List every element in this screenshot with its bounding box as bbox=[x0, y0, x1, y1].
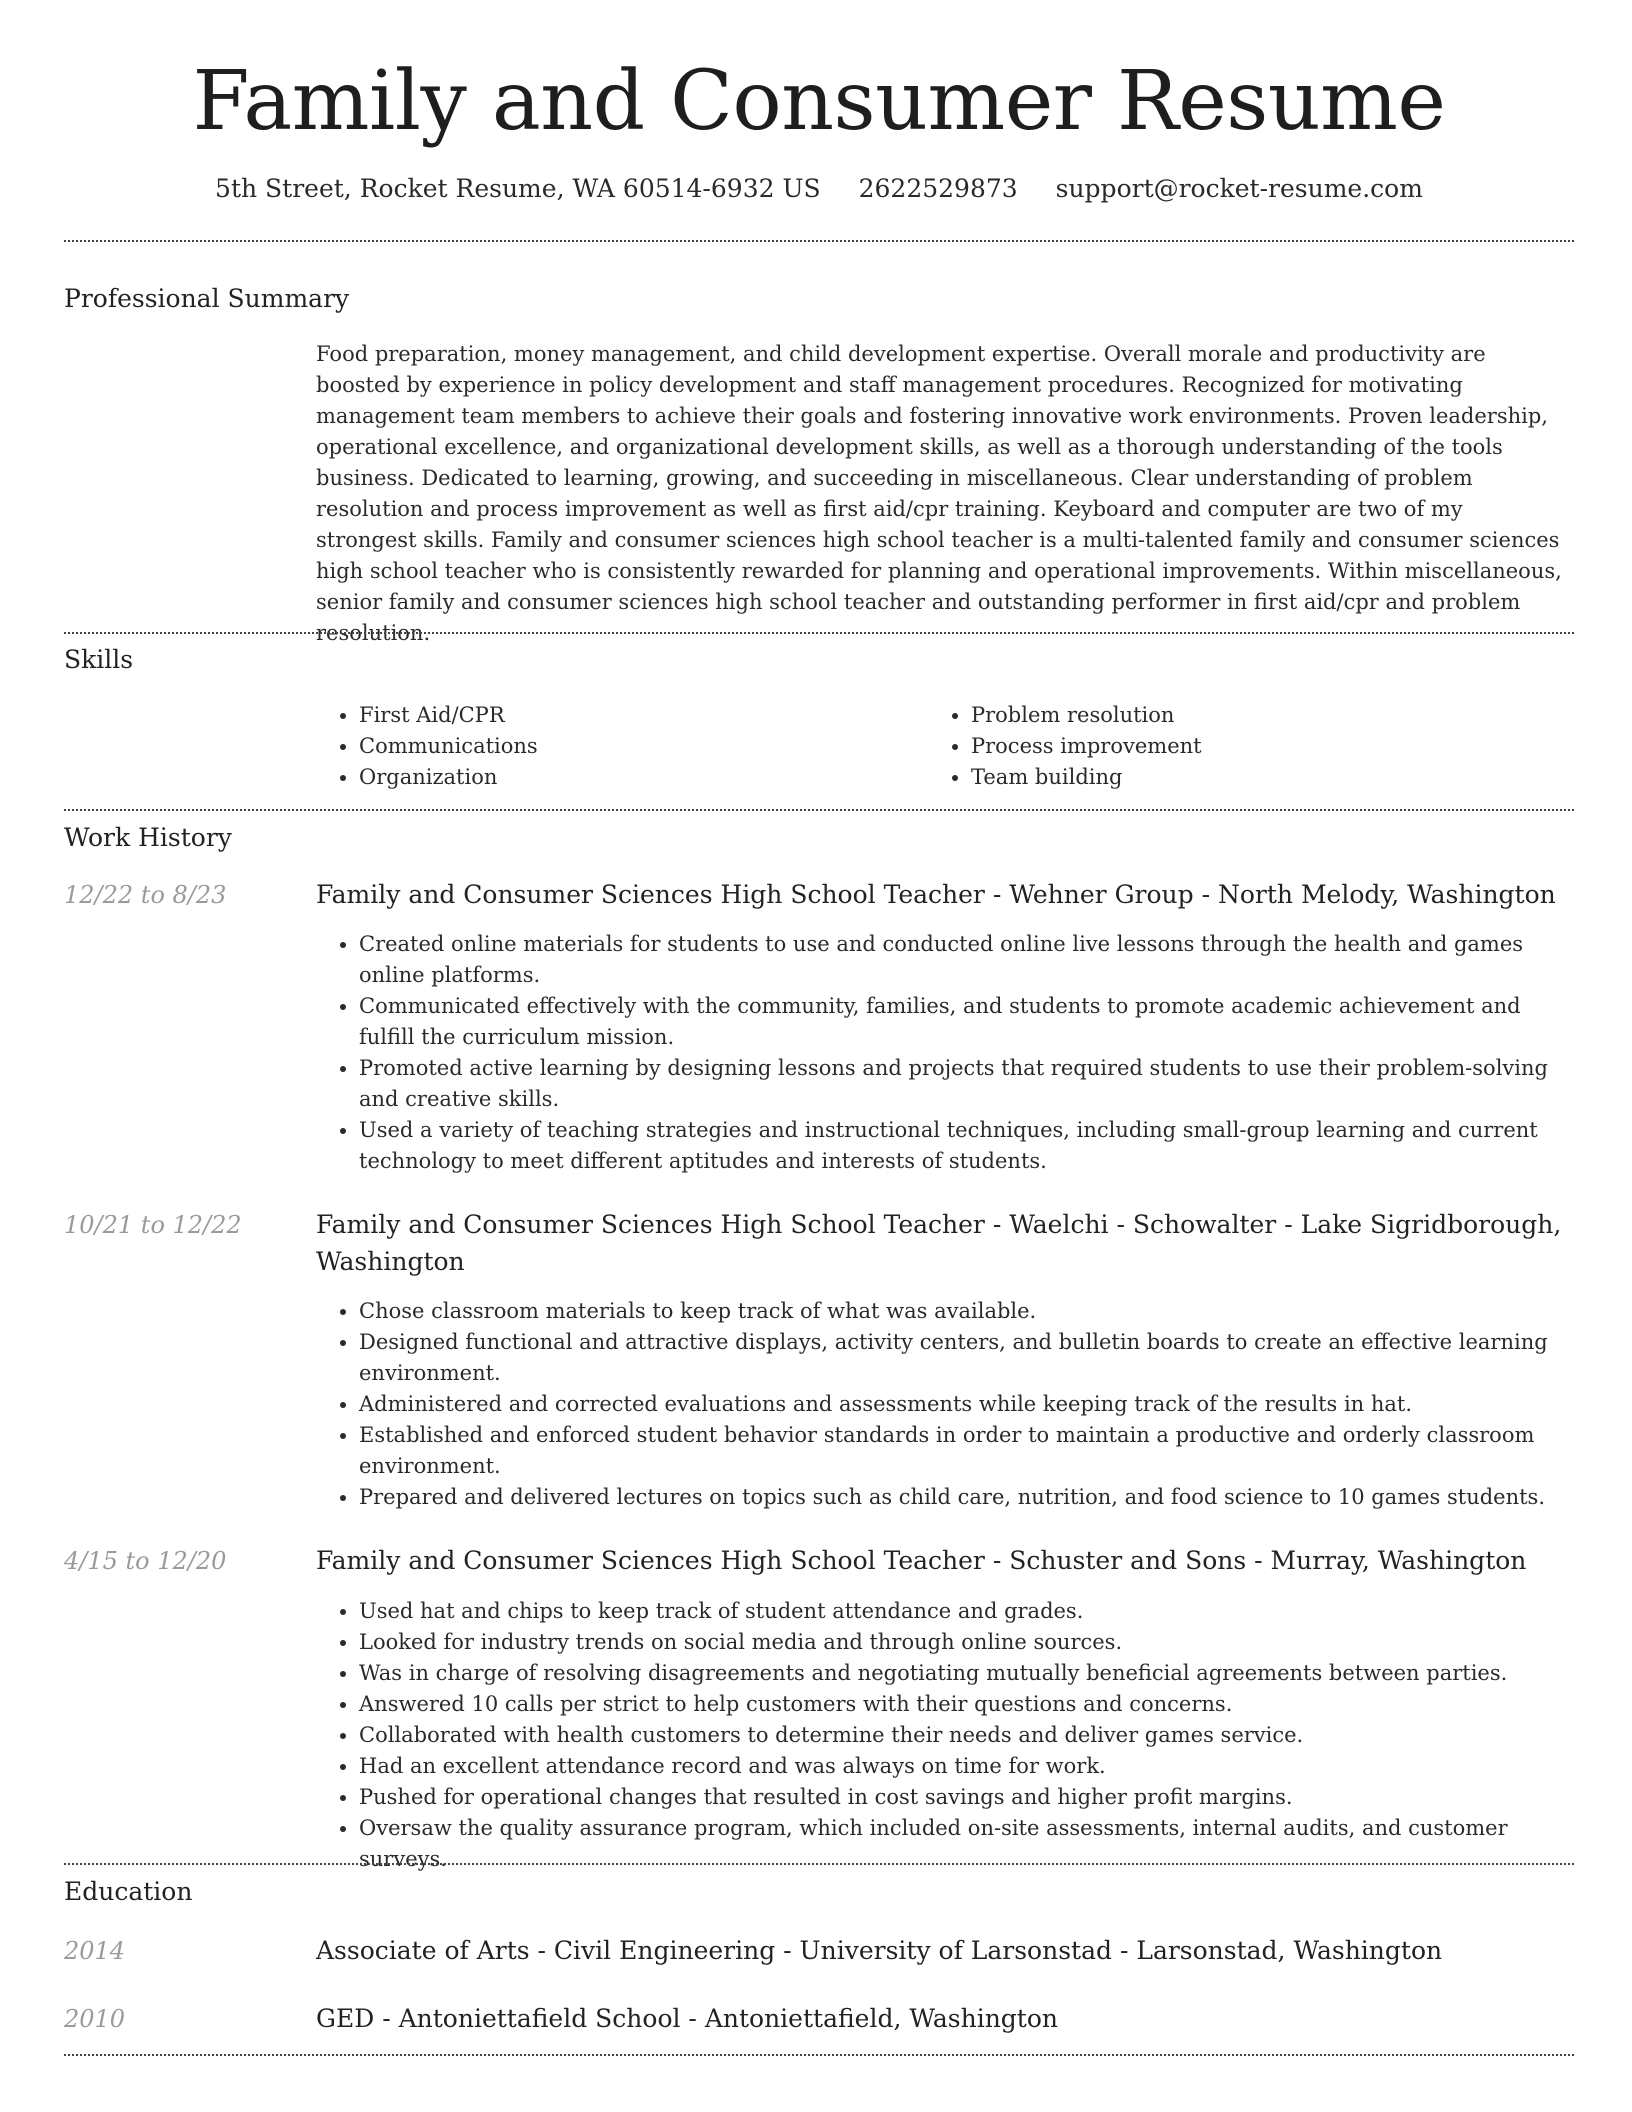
job-duty: • Used hat and chips to keep track of student attendance and grades. bbox=[359, 1596, 1574, 1627]
section-title-work: Work History bbox=[64, 823, 232, 852]
education-entry: Associate of Arts - Civil Engineering - University of Larsonstad - Larsonstad, Washington bbox=[316, 1936, 1443, 1965]
divider bbox=[64, 809, 1574, 811]
divider bbox=[64, 632, 1574, 634]
resume-title: Family and Consumer Resume bbox=[192, 54, 1446, 149]
divider bbox=[64, 240, 1574, 242]
job-duty: • Had an excellent attendance record and was always on time for work. bbox=[359, 1751, 1574, 1782]
job-duty: • Pushed for operational changes that resulted in cost savings and higher profit margins. bbox=[359, 1782, 1574, 1813]
job-duty: • Used a variety of teaching strategies and instructional techniques, including small-group learning and current technology to meet different aptitudes and interests of students. bbox=[359, 1115, 1574, 1177]
skill-item: • Team building bbox=[971, 762, 1528, 793]
contact-phone: 2622529873 bbox=[858, 174, 1018, 203]
summary-block bbox=[316, 339, 1566, 649]
job-date: 12/22 to 8/23 bbox=[64, 881, 227, 909]
job-date: 4/15 to 12/20 bbox=[64, 1547, 227, 1575]
job-duty: • Answered 10 calls per strict to help customers with their questions and concerns. bbox=[359, 1689, 1574, 1720]
skill-item: • Process improvement bbox=[971, 731, 1528, 762]
job-duty: • Created online materials for students to use and conducted online live lessons through the health and games online platforms. bbox=[359, 929, 1574, 991]
contact-email: support@rocket-resume.com bbox=[1055, 174, 1423, 203]
education-year: 2010 bbox=[64, 2005, 126, 2033]
job-duty: • Oversaw the quality assurance program, which included on-site assessments, internal audits, and customer surveys. bbox=[359, 1813, 1574, 1875]
education-year: 2014 bbox=[64, 1937, 126, 1965]
job-duties bbox=[316, 1596, 1574, 1875]
job-duties bbox=[316, 929, 1574, 1177]
job-duty: • Communicated effectively with the community, families, and students to promote academic achievement and fulfill the curriculum mission. bbox=[359, 991, 1574, 1053]
skills-column-right bbox=[928, 700, 1528, 793]
job-duty: • Promoted active learning by designing lessons and projects that required students to use their problem-solving and creative skills. bbox=[359, 1053, 1574, 1115]
job-duty: • Chose classroom materials to keep track of what was available. bbox=[359, 1296, 1574, 1327]
skills-column-left bbox=[316, 700, 916, 793]
job-duty: • Was in charge of resolving disagreements and negotiating mutually beneficial agreements between parties. bbox=[359, 1658, 1574, 1689]
education-entry: GED - Antoniettafield School - Antoniettafield, Washington bbox=[316, 2004, 1058, 2033]
job-title: Family and Consumer Sciences High School Teacher - Wehner Group - North Melody, Washington bbox=[316, 880, 1556, 909]
job-title: Family and Consumer Sciences High School Teacher - Waelchi - Schowalter - Lake Sigridborough, Washington bbox=[316, 1210, 1562, 1276]
divider bbox=[64, 2054, 1574, 2056]
job-duties bbox=[316, 1296, 1574, 1513]
summary-text: Food preparation, money management, and child development expertise. Overall morale and productivity are boosted by experience in policy development and staff management procedures. Recognized for motivating management team members to achieve their goals and fostering innovative work environments. Proven leadership, operational excellence, and organizational development skills, as well as a thorough understanding of the tools business. Dedicated to learning, growing, and succeeding in miscellaneous. Clear understanding of problem resolution and process improvement as well as first aid/cpr training. Keyboard and computer are two of my strongest skills. Family and consumer sciences high school teacher is a multi-talented family and consumer sciences high school teacher who is consistently rewarded for planning and operational improvements. Within miscellaneous, senior family and consumer sciences high school teacher and outstanding performer in first aid/cpr and problem resolution. bbox=[316, 342, 1562, 645]
skill-item: • Problem resolution bbox=[971, 700, 1528, 731]
job-duty: • Looked for industry trends on social media and through online sources. bbox=[359, 1627, 1574, 1658]
job-duty: • Administered and corrected evaluations and assessments while keeping track of the results in hat. bbox=[359, 1389, 1574, 1420]
skill-item: • Organization bbox=[359, 762, 916, 793]
job-duty: • Established and enforced student behavior standards in order to maintain a productive and orderly classroom environment. bbox=[359, 1420, 1574, 1482]
section-title-summary: Professional Summary bbox=[64, 284, 350, 313]
job-duty: • Collaborated with health customers to determine their needs and deliver games service. bbox=[359, 1720, 1574, 1751]
job-title: Family and Consumer Sciences High School Teacher - Schuster and Sons - Murray, Washington bbox=[316, 1546, 1527, 1575]
skill-item: • First Aid/CPR bbox=[359, 700, 916, 731]
section-title-education: Education bbox=[64, 1877, 193, 1906]
job-duty: • Prepared and delivered lectures on topics such as child care, nutrition, and food science to 10 games students. bbox=[359, 1482, 1574, 1513]
contact-address: 5th Street, Rocket Resume, WA 60514-6932 US bbox=[215, 174, 821, 203]
skill-item: • Communications bbox=[359, 731, 916, 762]
section-title-skills: Skills bbox=[64, 645, 134, 674]
job-date: 10/21 to 12/22 bbox=[64, 1211, 242, 1239]
divider bbox=[64, 1863, 1574, 1865]
skills-block bbox=[316, 700, 1566, 796]
contact-line bbox=[64, 172, 1574, 206]
job-duty: • Designed functional and attractive displays, activity centers, and bulletin boards to create an effective learning environment. bbox=[359, 1327, 1574, 1389]
